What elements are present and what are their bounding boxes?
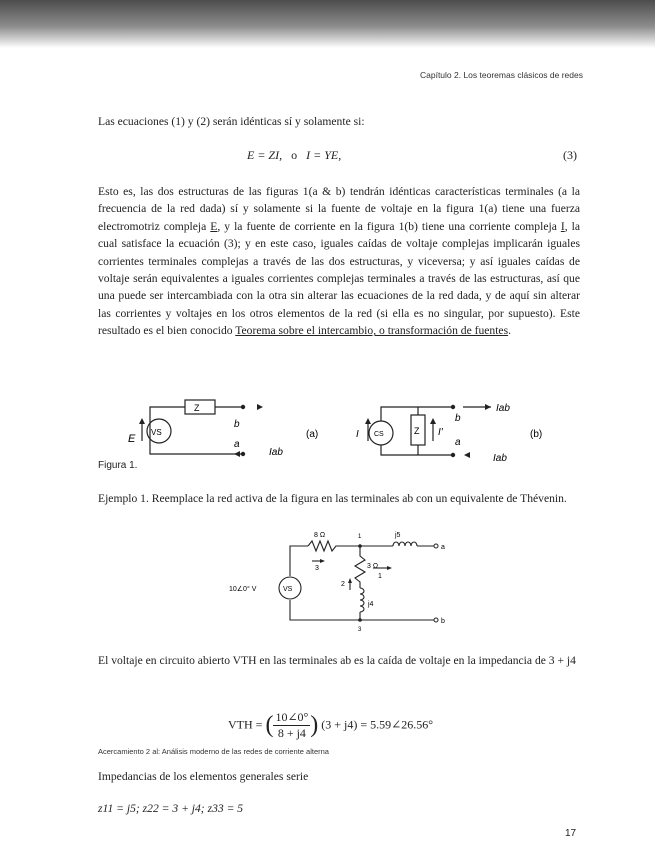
i-label: I (356, 429, 359, 440)
cs-label: CS (374, 431, 384, 438)
mesh-1: 1 (378, 573, 382, 580)
resistor-3 (355, 546, 365, 588)
term-b: b (441, 618, 445, 625)
theorem-name: Teorema sobre el intercambio, o transformación de fuentes (235, 324, 509, 338)
label-a: (a) (306, 429, 319, 440)
mesh-2: 2 (341, 581, 345, 588)
node-a-a: a (234, 439, 240, 450)
figure-1 (98, 397, 568, 462)
vth-num: 10∠0° (275, 710, 309, 724)
source-label: 10∠0° V (229, 586, 257, 593)
figure-1-caption: Figura 1. (98, 460, 138, 471)
iab-a: Iab (269, 447, 283, 458)
impedances-title: Impedancias de los elementos generales serie (98, 770, 309, 783)
iab-b1: Iab (496, 403, 510, 414)
vth-den: 8 + j4 (277, 726, 306, 740)
scan-shadow (0, 0, 655, 48)
l1-label: j5 (395, 532, 401, 539)
resistor-8 (308, 541, 360, 551)
para1-I: I (560, 219, 565, 233)
para1-part: Esto es, las dos estructuras de las figuras 1(a & b) tendrán idénticas características terminales (a la frecuencia de la red dada) sí y solamente si la fuente de voltaje en la figura 1(a) tiene una fuerza electromotriz compleja (98, 185, 580, 233)
eq1-sep: o (291, 148, 298, 162)
vth-rest: (3 + j4) = 5.59∠26.56° (321, 717, 434, 732)
label-b: (b) (530, 429, 543, 440)
footer-caption: Acercamiento 2 al: Análisis moderno de las redes de corriente alterna (98, 747, 329, 756)
iab-b2: Iab (493, 453, 507, 462)
r1-label: 8 Ω (314, 532, 326, 539)
para1-part: , la cual satisface la ecuación (3); y en este caso, iguales caídas de voltaje complejas implicarán iguales corrientes terminales complejas a través de las dos estructuras, y viceversa; y así iguales caídas de voltaje serán equivalentes a iguales corrientes complejas terminales a través de las estructuras, así que una puede ser intercambiada con la otra sin alterar las ecuaciones de la red dada, y de aquí sin alterar las corrientes y voltajes en los otros elementos de la red (si ella es no singular, por supuesto). Este resultado es el bien conocido (98, 219, 580, 338)
para1-part: , y la fuente de corriente en la figura 1(b) tiene una corriente compleja (217, 219, 561, 233)
vs-label-2: VS (283, 586, 293, 593)
equation-vth: VTH = ( $\frac{10\angle 0^\circ}{8 + j4}$ ) (3 + j4) = 5.59∠26.56° (228, 710, 434, 740)
i-prime-label: I' (438, 427, 443, 438)
term-a: a (441, 544, 445, 551)
z-label-b: Z (414, 426, 420, 436)
paragraph-2: El voltaje en circuito abierto VTH en las terminales ab es la caída de voltaje en la impedancia de 3 + j4 (98, 654, 576, 667)
paragraph-1 (98, 183, 580, 340)
page-number: 17 (565, 828, 577, 839)
chapter-header: Capítulo 2. Los teoremas clásicos de redes (419, 70, 583, 80)
impedances-values: z11 = j5; z22 = 3 + j4; z33 = 5 (98, 802, 244, 815)
vs-label: VS (151, 428, 162, 437)
intro-text: Las ecuaciones (1) y (2) serán idénticas sí y solamente si: (98, 115, 365, 128)
vth-lhs: VTH = (228, 717, 263, 732)
node-b-a: b (234, 419, 240, 430)
z-label-a: Z (194, 403, 200, 413)
node-bot: 3 (358, 627, 362, 633)
eq1-number: (3) (563, 148, 577, 162)
eq1-right: I = YE, (306, 148, 342, 162)
para1-E: E (210, 219, 218, 233)
e-label: E (128, 433, 136, 445)
node-a-b: a (455, 437, 461, 448)
inductor-j5 (393, 542, 417, 546)
node-b-b: b (455, 413, 461, 424)
l2-label: j4 (368, 601, 374, 608)
inductor-j4 (360, 588, 364, 612)
r2-label: 3 Ω (367, 563, 379, 570)
eq1-left: E = ZI, (247, 148, 283, 162)
example-1: Ejemplo 1. Reemplace la red activa de la figura en las terminales ab con un equivalente de Thévenin. (98, 492, 567, 505)
node-top: 1 (358, 534, 362, 540)
mesh-3: 3 (315, 565, 319, 572)
example-circuit (228, 528, 448, 633)
impedance-z-a (185, 400, 215, 414)
para1-end: . (508, 324, 511, 338)
